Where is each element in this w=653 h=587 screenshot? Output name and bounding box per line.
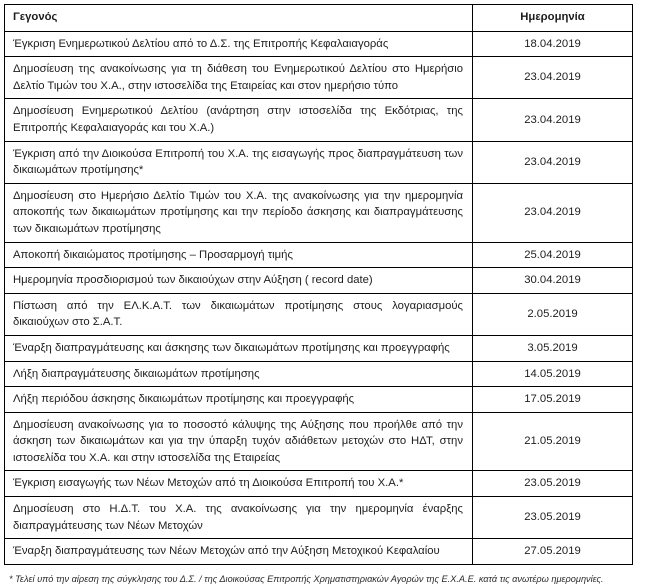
column-header-event: Γεγονός [5,5,473,32]
cell-date: 23.04.2019 [473,141,633,183]
cell-event: Δημοσίευση στο Ημερήσιο Δελτίο Τιμών του Χ.Α. της ανακοίνωσης για την ημερομηνία αποκοπής των δικαιωμάτων προτίμησης και την περίοδο άσκησης και διαπραγμάτευσης των δικαιωμάτων προτίμησης [5,183,473,242]
cell-event: Ημερομηνία προσδιορισμού των δικαιούχων στην Αύξηση ( record date) [5,268,473,294]
cell-date: 23.04.2019 [473,183,633,242]
table-header-row [5,5,633,32]
table-row [5,361,633,387]
cell-event: Δημοσίευση ανακοίνωσης για το ποσοστό κάλυψης της Αύξησης που προήλθε από την άσκηση των δικαιωμάτων και για την ύπαρξη τυχόν αδιάθετων μετοχών στο ΗΔΤ, στην ιστοσελίδα του Χ.Α. και στην ιστοσελίδα της Εταιρείας [5,412,473,471]
cell-date: 18.04.2019 [473,31,633,57]
cell-date: 17.05.2019 [473,387,633,413]
table-row [5,99,633,141]
table-row [5,293,633,335]
cell-event: Αποκοπή δικαιώματος προτίμησης – Προσαρμογή τιμής [5,242,473,268]
table-row [5,57,633,99]
table-row [5,412,633,471]
cell-event: Πίστωση από την ΕΛ.Κ.Α.Τ. των δικαιωμάτων προτίμησης στους λογαριασμούς δικαιούχων στο Σ.Α.Τ. [5,293,473,335]
cell-date: 30.04.2019 [473,268,633,294]
footnote-text: * Τελεί υπό την αίρεση της σύγκλησης του Δ.Σ. / της Διοικούσας Επιτροπής Χρηματιστηριακών Αγορών της Ε.Χ.Α.Ε. κατά τις ανωτέρω ημερομηνίες. [9,573,604,584]
cell-event: Έγκριση Ενημερωτικού Δελτίου από το Δ.Σ. της Επιτροπής Κεφαλαιαγοράς [5,31,473,57]
cell-event: Έγκριση από την Διοικούσα Επιτροπή του Χ.Α. της εισαγωγής προς διαπραγμάτευση των δικαιωμάτων προτίμησης* [5,141,473,183]
table-row [5,497,633,539]
cell-event: Έναρξη διαπραγμάτευσης των Νέων Μετοχών από την Αύξηση Μετοχικού Κεφαλαίου [5,539,473,565]
cell-date: 23.04.2019 [473,57,633,99]
cell-date: 25.04.2019 [473,242,633,268]
cell-date: 14.05.2019 [473,361,633,387]
cell-event: Λήξη περιόδου άσκησης δικαιωμάτων προτίμησης και προεγγραφής [5,387,473,413]
table-row [5,387,633,413]
table-row [5,183,633,242]
table-row [5,335,633,361]
cell-date: 27.05.2019 [473,539,633,565]
cell-date: 23.05.2019 [473,471,633,497]
share-capital-increase-timeline-table [4,4,633,565]
cell-event: Δημοσίευση της ανακοίνωσης για τη διάθεση του Ενημερωτικού Δελτίου στο Ημερήσιο Δελτίο Τιμών του Χ.Α., στην ιστοσελίδα της Εταιρείας και στον ημερήσιο τύπο [5,57,473,99]
cell-date: 21.05.2019 [473,412,633,471]
table-row [5,141,633,183]
cell-date: 23.04.2019 [473,99,633,141]
table-row [5,471,633,497]
cell-event: Δημοσίευση Ενημερωτικού Δελτίου (ανάρτηση στην ιστοσελίδα της Εκδότριας, της Επιτροπής Κεφαλαιαγοράς και του Χ.Α.) [5,99,473,141]
cell-date: 23.05.2019 [473,497,633,539]
cell-event: Έναρξη διαπραγμάτευσης και άσκησης των δικαιωμάτων προτίμησης και προεγγραφής [5,335,473,361]
cell-event: Δημοσίευση στο Η.Δ.Τ. του Χ.Α. της ανακοίνωσης για την ημερομηνία έναρξης διαπραγμάτευσης των Νέων Μετοχών [5,497,473,539]
table-row [5,31,633,57]
table-body [5,31,633,564]
table-header [5,5,633,32]
cell-date: 2.05.2019 [473,293,633,335]
cell-event: Έγκριση εισαγωγής των Νέων Μετοχών από τη Διοικούσα Επιτροπή του Χ.Α.* [5,471,473,497]
table-row [5,268,633,294]
column-header-date: Ημερομηνία [473,5,633,32]
cell-event: Λήξη διαπραγμάτευσης δικαιωμάτων προτίμησης [5,361,473,387]
cell-date: 3.05.2019 [473,335,633,361]
table-row [5,539,633,565]
table-row [5,242,633,268]
